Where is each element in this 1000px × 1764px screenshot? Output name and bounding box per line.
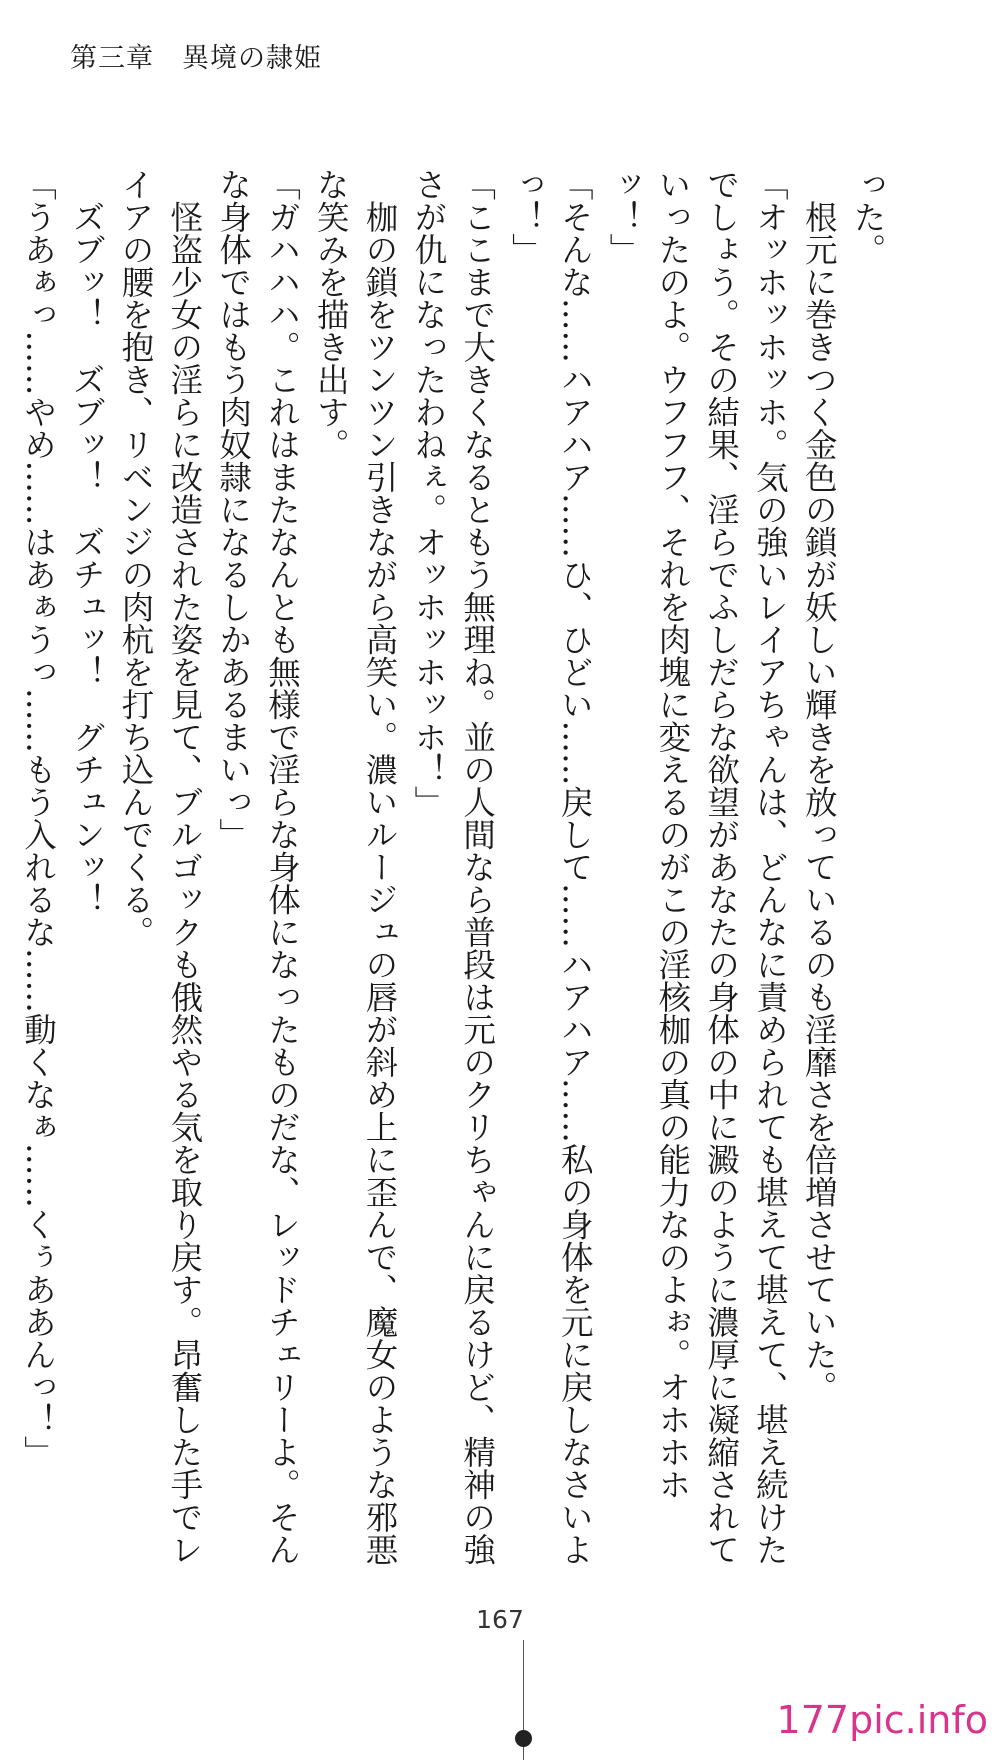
chapter-running-header: 第三章 異境の隷姫: [70, 43, 322, 74]
paragraph: 枷の鎖をツンツン引きながら高笑い。濃いルージュの唇が斜め上に歪んで、魔女のような邪悪な笑みを描き出す。: [312, 168, 400, 1566]
paragraph: 「ここまで大きくなるともう無理ね。並の人間なら普段は元のクリちゃんに戻るけど、精神の強さが仇になったわねぇ。オッホッホッホ！」: [409, 168, 497, 1566]
page-marker-dot: [515, 1730, 532, 1747]
vertical-body-text: [19, 168, 892, 1568]
paragraph: 「オッホッホッホ。気の強いレイアちゃんは、どんなに責められても堪えて堪えて、堪え続けたでしょう。その結果、淫らでふしだらな欲望があなたの身体の中に澱のように濃厚に凝縮されていったのよ。ウフフフ、それを肉塊に変えるのがこの淫核枷の真の能力なのよぉ。オホホホッ！」: [605, 168, 790, 1566]
paragraph: 「うあぁっ……やめ……はあぁうっ……もう入れるな……動くなぁ……くぅああんっ！」: [19, 168, 58, 1468]
paragraph: ズブッ！ ズブッ！ ズチュッ！ グチュンッ！: [68, 168, 107, 916]
paragraph: 怪盗少女の淫らに改造された姿を見て、ブルゴックも俄然やる気を取り戻す。昂奮した手でレイアの腰を抱き、リベンジの肉杭を打ち込んでくる。: [117, 168, 204, 1566]
page-number: 167: [476, 1605, 524, 1634]
paragraph: 「そんな……ハアハア……ひ、ひどい……戻して……ハアハア……私の身体を元に戻しなさいよっ！」: [507, 168, 595, 1566]
watermark: 177pic.info: [776, 1698, 988, 1742]
paragraph: 「ガハハハ。これはまたなんとも無様で淫らな身体になったものだな、レッドチェリーよ。そんな身体ではもう肉奴隷になるしかあるまいっ」: [214, 168, 302, 1566]
paragraph: った。: [849, 168, 887, 266]
paragraph: 根元に巻きつく金色の鎖が妖しい輝きを放っているのも淫靡さを倍増させていた。: [800, 168, 839, 1403]
